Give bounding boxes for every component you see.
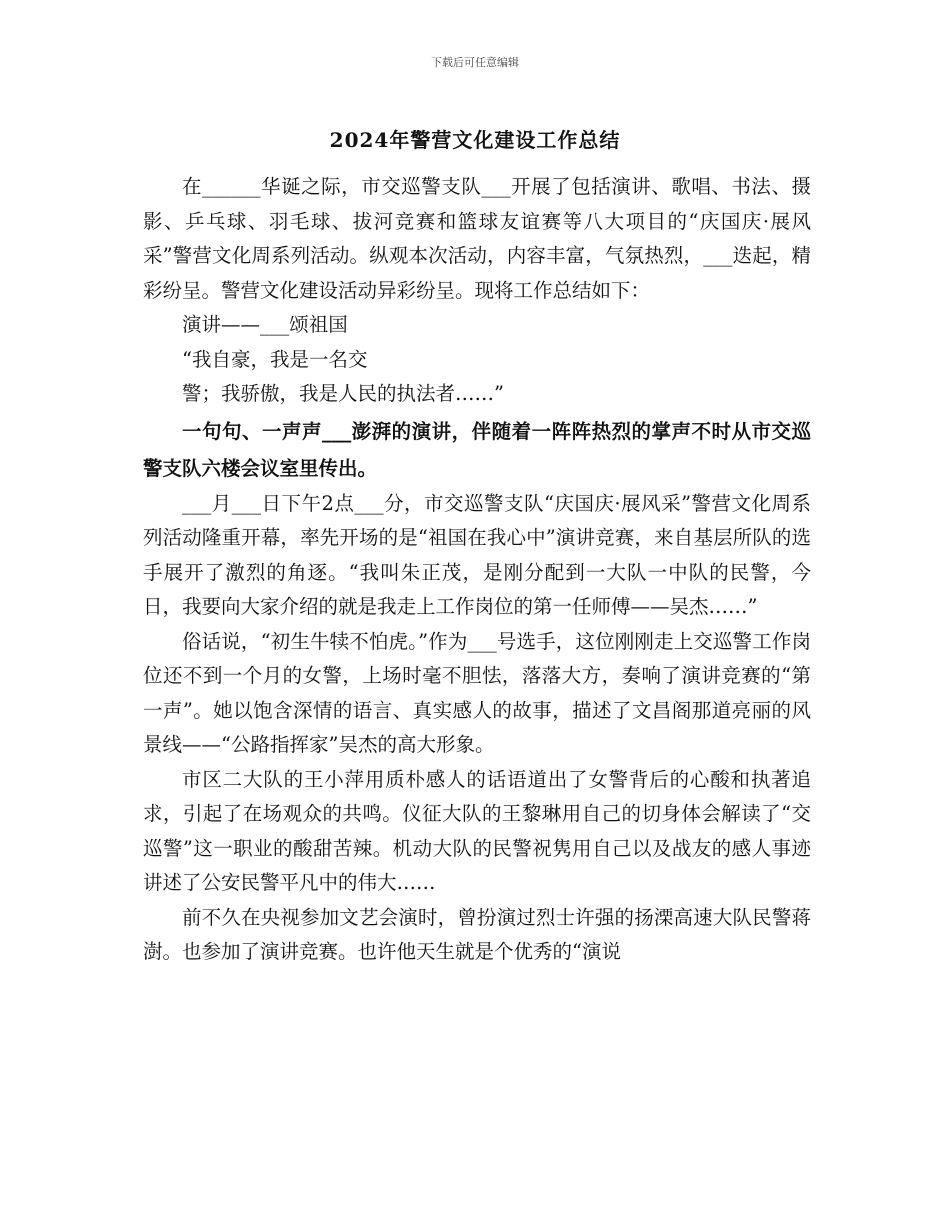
paragraph-jiang-shu: 前不久在央视参加文艺会演时，曾扮演过烈士许强的扬溧高速大队民警蒋澍。也参加了演讲竞赛。也许他天生就是个优秀的“演说 — [143, 905, 811, 963]
header-note: 下载后可任意编辑 — [431, 56, 519, 69]
paragraph-bold-lead: 一句句、一声声___澎湃的演讲，伴随着一阵阵热烈的掌声不时从市交巡警支队六楼会议室里传出。 — [143, 419, 811, 480]
paragraph-intro: 在______华诞之际，市交巡警支队___开展了包括演讲、歌唱、书法、摄影、乒乓球、羽毛球、拔河竞赛和篮球友谊赛等八大项目的“庆国庆·展风采”警营文化周系列活动。纵观本次活动，内容丰富，气氛热烈，___迭起，精彩纷呈。警营文化建设活动异彩纷呈。现将工作总结如下： — [143, 175, 811, 302]
section-heading-speech: 演讲——___颂祖国 — [182, 313, 348, 336]
paragraph-first-contestant: 俗话说，“初生牛犊不怕虎。”作为___号选手，这位刚刚走上交巡警工作岗位还不到一个月的女警，上场时毫不胆怯，落落大方，奏响了演讲竞赛的“第一声”。她以饱含深情的语言、真实感人的故事，描述了文昌阁那道亮丽的风景线——“公路指挥家”吴杰的高大形象。 — [143, 629, 811, 756]
document-title: 2024年警营文化建设工作总结 — [329, 128, 621, 152]
paragraph-opening: ___月___日下午2点___分，市交巡警支队“庆国庆·展风采”警营文化周系列活动隆重开幕，率先开场的是“祖国在我心中”演讲竞赛，来自基层所队的选手展开了激烈的角逐。“我叫朱正茂，是刚分配到一大队一中队的民警，今日，我要向大家介绍的就是我走上工作岗位的第一任师傅——吴杰……” — [143, 491, 811, 618]
document-body — [143, 170, 811, 970]
quote-line-2: 警；我骄傲，我是人民的执法者……” — [182, 382, 504, 405]
quote-line-1: “我自豪，我是一名交 — [182, 347, 368, 371]
paragraph-other-contestants: 市区二大队的王小萍用质朴感人的话语道出了女警背后的心酸和执著追求，引起了在场观众的共鸣。仪征大队的王黎琳用自己的切身体会解读了“交巡警”这一职业的酸甜苦辣。机动大队的民警祝隽用自己以及战友的感人事迹讲述了公安民警平凡中的伟大…… — [143, 767, 811, 894]
